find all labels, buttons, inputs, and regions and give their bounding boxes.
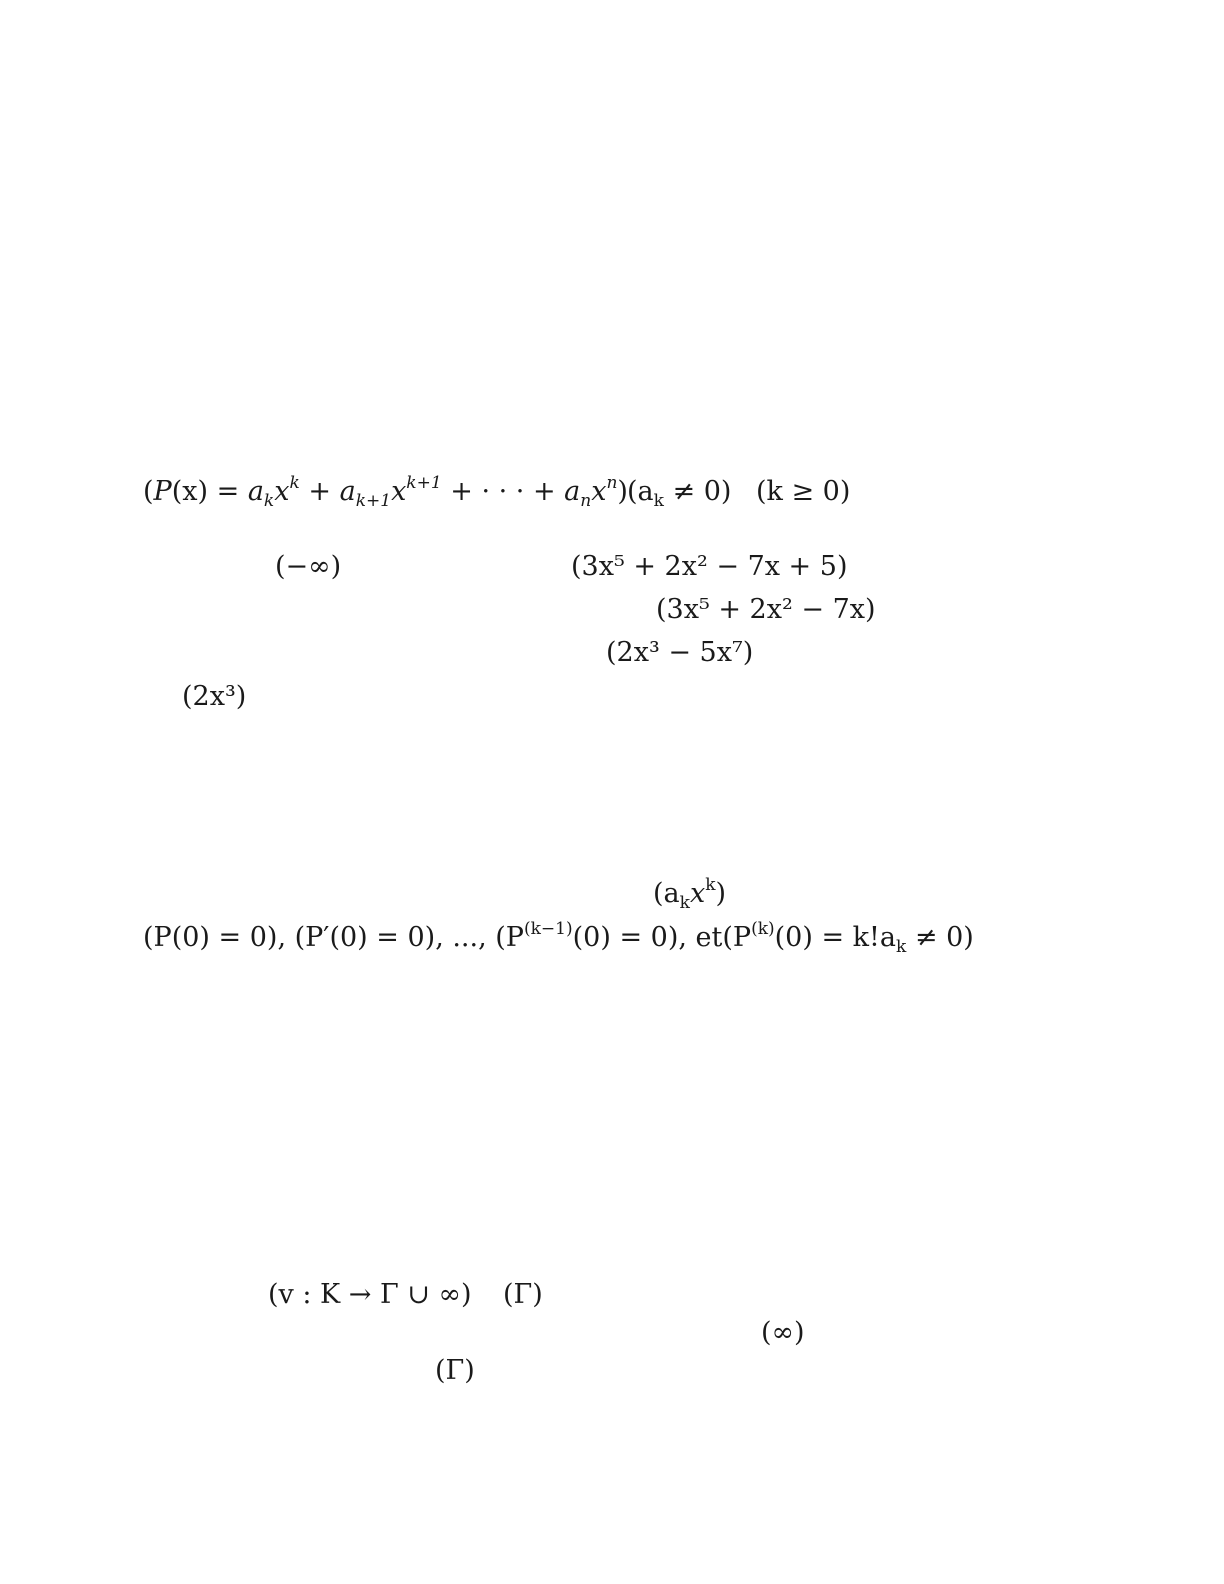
formula-k-nonneg: (k ≥ 0) bbox=[756, 476, 851, 507]
formula-polynomial: ($P(x) = a_kx^k + a_{k+1}x^{k+1}$ + · · · + $a_nx^n$) bbox=[143, 473, 628, 511]
formula-poly-b: (3x⁵ + 2x² − 7x) bbox=[656, 594, 876, 625]
formula-derivatives: (P(0) = 0), (P′(0) = 0), ..., $(P^{(k-1)}(0) = 0)$, $et(P^{(k)}(0) = k!a_k \ne 0)$ bbox=[143, 919, 974, 957]
formula-monomial: (2x³) bbox=[182, 681, 247, 712]
formula-leading-term: $(a_kx^k)$ bbox=[653, 875, 727, 913]
formula-valuation: (v : K → Γ ∪ ∞) bbox=[268, 1279, 472, 1310]
formula-gamma-a: (Γ) bbox=[503, 1279, 543, 1310]
formula-gamma-b: (Γ) bbox=[435, 1355, 475, 1386]
formula-poly-a: (3x⁵ + 2x² − 7x + 5) bbox=[571, 551, 848, 582]
formula-infinity: (∞) bbox=[761, 1317, 805, 1348]
formula-poly-c: (2x³ − 5x⁷) bbox=[606, 637, 754, 668]
formula-ak-nonzero: $(a_k \ne 0)$ bbox=[627, 476, 732, 511]
formula-minus-infinity: (−∞) bbox=[275, 551, 342, 582]
